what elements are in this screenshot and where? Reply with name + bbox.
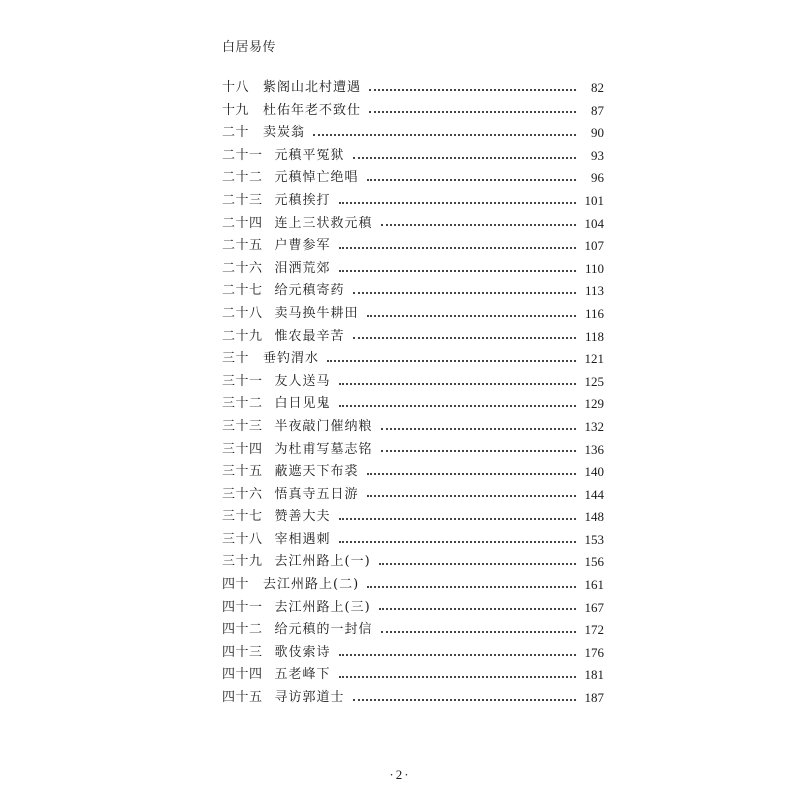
chapter-number: 二十二: [222, 170, 263, 186]
chapter-number: 二十六: [222, 260, 263, 276]
chapter-page-number: 82: [591, 80, 604, 95]
dot-leader: [339, 382, 576, 385]
toc-entry: [222, 145, 604, 168]
chapter-page-number: 167: [584, 599, 604, 615]
chapter-title: 去江州路上(三): [274, 599, 371, 615]
chapter-number: 二十一: [222, 147, 263, 163]
chapter-title: 惟农最辛苦: [274, 328, 345, 344]
chapter-page-number: 104: [584, 215, 604, 231]
dot-leader: [379, 607, 576, 610]
chapter-title: 连上三状救元稹: [274, 215, 373, 231]
chapter-page-number: 161: [584, 577, 604, 593]
page-number: ·2·: [389, 767, 411, 782]
chapter-number: 四十二: [222, 622, 263, 638]
chapter-title: 赞善大夫: [274, 509, 331, 525]
chapter-number: 十九: [222, 102, 250, 118]
toc-entry: [222, 190, 604, 213]
toc-entry: [222, 484, 604, 507]
dot-leader: [353, 291, 576, 294]
chapter-number: 三十六: [222, 486, 263, 502]
toc-entry: [222, 687, 604, 710]
chapter-title: 宰相遇刺: [274, 531, 331, 547]
dot-leader: [353, 336, 576, 339]
chapter-page-number: 132: [584, 418, 604, 434]
chapter-page-number: 110: [584, 260, 604, 276]
chapter-number: 三十四: [222, 441, 263, 457]
toc-entry: [222, 529, 604, 552]
toc-entry: [222, 100, 604, 123]
chapter-number: 二十九: [222, 328, 263, 344]
chapter-page-number: 93: [591, 147, 604, 163]
toc-entry: [222, 167, 604, 190]
chapter-number: 三十三: [222, 418, 263, 434]
toc-entry: [222, 213, 604, 236]
toc-entry: [222, 235, 604, 258]
toc-entry: [222, 439, 604, 462]
dot-leader: [367, 585, 576, 588]
chapter-page-number: 118: [584, 328, 604, 344]
chapter-title: 歌伎索诗: [274, 644, 331, 660]
toc-entry: [222, 664, 604, 687]
table-of-contents: [222, 77, 604, 710]
chapter-number: 三十五: [222, 464, 263, 480]
chapter-title: 元稹挨打: [274, 192, 331, 208]
dot-leader: [339, 201, 576, 204]
dot-leader: [313, 133, 576, 136]
chapter-number: 三十七: [222, 509, 263, 525]
chapter-page-number: 116: [584, 305, 604, 321]
toc-entry: [222, 551, 604, 574]
dot-leader: [353, 698, 576, 701]
chapter-number: 四十五: [222, 690, 263, 706]
dot-leader: [339, 269, 576, 272]
dot-leader: [379, 562, 576, 565]
chapter-page-number: 121: [584, 351, 604, 367]
chapter-page-number: 144: [584, 486, 604, 502]
chapter-number: 三十一: [222, 373, 263, 389]
toc-entry: [222, 303, 604, 326]
chapter-title: 元稹悼亡绝唱: [274, 170, 359, 186]
chapter-number: 二十四: [222, 215, 263, 231]
toc-entry: [222, 77, 604, 100]
chapter-page-number: 181: [584, 667, 604, 683]
chapter-number: 三十九: [222, 554, 263, 570]
dot-leader: [367, 494, 576, 497]
chapter-page-number: 129: [584, 396, 604, 412]
chapter-title: 紫阁山北村遭遇: [263, 80, 362, 95]
chapter-number: 三十八: [222, 531, 263, 547]
chapter-page-number: 107: [584, 238, 604, 254]
toc-entry: [222, 258, 604, 281]
chapter-page-number: 136: [584, 441, 604, 457]
chapter-page-number: 187: [584, 690, 604, 706]
toc-entry: [222, 348, 604, 371]
chapter-title: 户曹参军: [274, 238, 331, 254]
dot-leader: [339, 517, 576, 520]
chapter-number: 二十七: [222, 283, 263, 299]
chapter-number: 三十二: [222, 396, 263, 412]
dot-leader: [381, 223, 576, 226]
toc-entry: [222, 597, 604, 620]
chapter-title: 悟真寺五日游: [274, 486, 359, 502]
chapter-number: 二十八: [222, 305, 263, 321]
chapter-page-number: 101: [584, 192, 604, 208]
chapter-number: 二十三: [222, 192, 263, 208]
dot-leader: [339, 404, 576, 407]
chapter-page-number: 90: [591, 125, 604, 141]
chapter-number: 二十五: [222, 238, 263, 254]
toc-entry: [222, 280, 604, 303]
chapter-title: 蔽遮天下布裘: [274, 464, 359, 480]
toc-entry: [222, 574, 604, 597]
chapter-title: 去江州路上(一): [274, 554, 371, 570]
toc-entry: [222, 371, 604, 394]
chapter-title: 白日见鬼: [274, 396, 331, 412]
chapter-title: 泪洒荒郊: [274, 260, 331, 276]
chapter-title: 去江州路上(二): [263, 577, 360, 593]
dot-leader: [339, 653, 576, 656]
chapter-title: 寻访郭道士: [274, 690, 345, 706]
chapter-number: 四十四: [222, 667, 263, 683]
chapter-number: 三十: [222, 351, 250, 367]
dot-leader: [367, 472, 576, 475]
chapter-page-number: 176: [584, 644, 604, 660]
toc-entry: [222, 416, 604, 439]
chapter-number: 四十一: [222, 599, 263, 615]
chapter-page-number: 148: [584, 509, 604, 525]
chapter-page-number: 140: [584, 464, 604, 480]
dot-leader: [381, 427, 576, 430]
chapter-title: 五老峰下: [274, 667, 331, 683]
chapter-title: 半夜敲门催纳粮: [274, 418, 373, 434]
dot-leader: [369, 88, 576, 91]
toc-entry: [222, 393, 604, 416]
dot-leader: [367, 178, 576, 181]
toc-entry: [222, 619, 604, 642]
toc-entry: [222, 506, 604, 529]
toc-entry: [222, 122, 604, 145]
chapter-title: 杜佑年老不致仕: [263, 102, 362, 118]
dot-leader: [339, 540, 576, 543]
toc-entry: [222, 461, 604, 484]
chapter-title: 元稹平冤狱: [274, 147, 345, 163]
chapter-page-number: 113: [584, 283, 604, 299]
dot-leader: [339, 246, 576, 249]
chapter-page-number: 87: [591, 102, 604, 118]
chapter-page-number: 172: [584, 622, 604, 638]
chapter-number: 十八: [222, 80, 250, 95]
dot-leader: [381, 630, 576, 633]
chapter-title: 为杜甫写墓志铭: [274, 441, 373, 457]
chapter-page-number: 153: [584, 531, 604, 547]
chapter-title: 卖炭翁: [263, 125, 306, 141]
dot-leader: [369, 110, 576, 113]
toc-entry: [222, 642, 604, 665]
running-title: 白居易传: [222, 40, 277, 55]
chapter-title: 友人送马: [274, 373, 331, 389]
dot-leader: [339, 675, 576, 678]
chapter-number: 四十: [222, 577, 250, 593]
dot-leader: [353, 156, 576, 159]
chapter-title: 卖马换牛耕田: [274, 305, 359, 321]
chapter-page-number: 156: [584, 554, 604, 570]
dot-leader: [381, 449, 576, 452]
dot-leader: [367, 314, 576, 317]
toc-entry: [222, 326, 604, 349]
chapter-page-number: 96: [591, 170, 604, 186]
chapter-number: 二十: [222, 125, 250, 141]
chapter-title: 给元稹寄药: [274, 283, 345, 299]
chapter-page-number: 125: [584, 373, 604, 389]
dot-leader: [327, 359, 576, 362]
chapter-number: 四十三: [222, 644, 263, 660]
chapter-title: 给元稹的一封信: [274, 622, 373, 638]
chapter-title: 垂钓渭水: [263, 351, 320, 367]
